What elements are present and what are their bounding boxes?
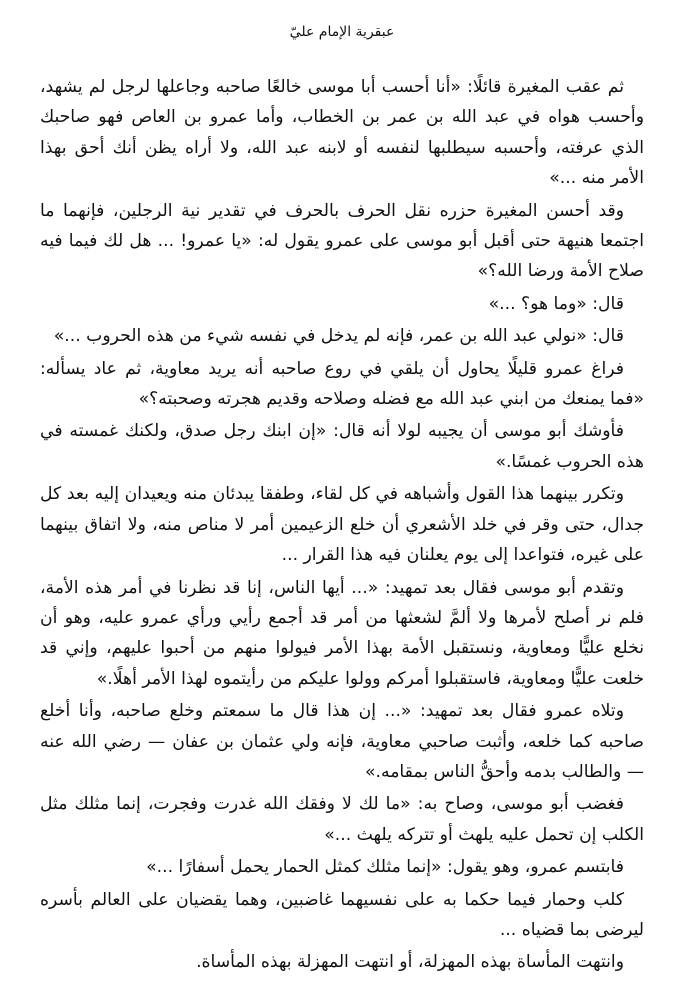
paragraph: فراغ عمرو قليلًا يحاول أن يلقي في روع صاحبه أنه يريد معاوية، ثم عاد يسأله: «فما يمنعك من ابني عبد الله مع فضله وصلاحه وقديم هجرته وصحبته؟»: [40, 358, 644, 410]
paragraph: فأوشك أبو موسى أن يجيبه لولا أنه قال: «إن ابنك رجل صدق، ولكنك غمسته في هذه الحروب غمسًا.»: [40, 421, 644, 472]
running-header: عبقرية الإمام عليّ: [289, 24, 395, 40]
paragraph: كلب وحمار فيما حكما به على نفسيهما غاضبين، وهما يقضيان على العالم بأسره ليرضى بما قضياه ...: [40, 889, 644, 940]
paragraph: ثم عقب المغيرة قائلًا: «أنا أحسب أبا موسى خالعًا صاحبه وجاعلها لرجل لم يشهد، وأحسب هواه في عبد الله بن عمر بن الخطاب، وأما عمرو بن العاص فهو صاحبك الذي عرفته، وأحسبه سيطلبها لنفسه أو لابنه عبد الله، ولا أراه يظن أنك أحق بهذا الأمر منه ...»: [40, 77, 644, 189]
paragraph: قال: «نولي عبد الله بن عمر، فإنه لم يدخل في نفسه شيء من هذه الحروب ...»: [53, 326, 624, 347]
paragraph: وتكرر بينهما هذا القول وأشباهه في كل لقاء، وطفقا يبدئان منه ويعيدان إليه بعد كل جدال، حتى وقر في خلد الأشعري أن خلع الزعيمين أمر لا مناص منه، ولا اتفاق بينهما على غيره، فتواعدا إلى يوم يعلنان فيه هذا القرار ...: [40, 484, 644, 566]
paragraph: فابتسم عمرو، وهو يقول: «إنما مثلك كمثل الحمار يحمل أسفارًا ...»: [146, 857, 624, 878]
paragraph: وقد أحسن المغيرة حزره نقل الحرف بالحرف في تقدير نية الرجلين، فإنهما ما اجتمعا هنيهة حتى أقبل أبو موسى على عمرو يقول له: «يا عمرو! ... هل لك فيما فيه صلاح الأمة ورضا الله؟»: [40, 200, 644, 282]
paragraph: وتقدم أبو موسى فقال بعد تمهيد: «... أيها الناس، إنا قد نظرنا في أمر هذه الأمة، فلم نر أصلح لأمرها ولا ألمَّ لشعثها من أمر قد أجمع رأيي ورأي عمرو عليه، وهو أن نخلع عليًّا ومعاوية، ونستقبل الأمة بهذا الأمر فيولوا منهم من أحبوا عليهم، وإني قد خلعت عليًّا ومعاوية، فاستقبلوا أمركم وولوا عليكم من رأيتموه لهذا الأمر أهلًا.»: [40, 577, 644, 689]
paragraph: وانتهت المأساة بهذه المهزلة، أو انتهت المهزلة بهذه المأساة.: [196, 952, 624, 973]
paragraph: فغضب أبو موسى، وصاح به: «ما لك لا وفقك الله غدرت وفجرت، إنما مثلك مثل الكلب إن تحمل عليه يلهث أو تتركه يلهث ...»: [40, 794, 644, 845]
paragraph: وتلاه عمرو فقال بعد تمهيد: «... إن هذا قال ما سمعتم وخلع صاحبه، وأنا أخلع صاحبه كما خلعه، وأثبت صاحبي معاوية، فإنه ولي عثمان بن عفان — رضي الله عنه — والطالب بدمه وأحقُّ الناس بمقامه.»: [40, 701, 644, 782]
body-text: [40, 72, 644, 978]
paragraph: قال: «وما هو؟ ...»: [488, 293, 624, 314]
